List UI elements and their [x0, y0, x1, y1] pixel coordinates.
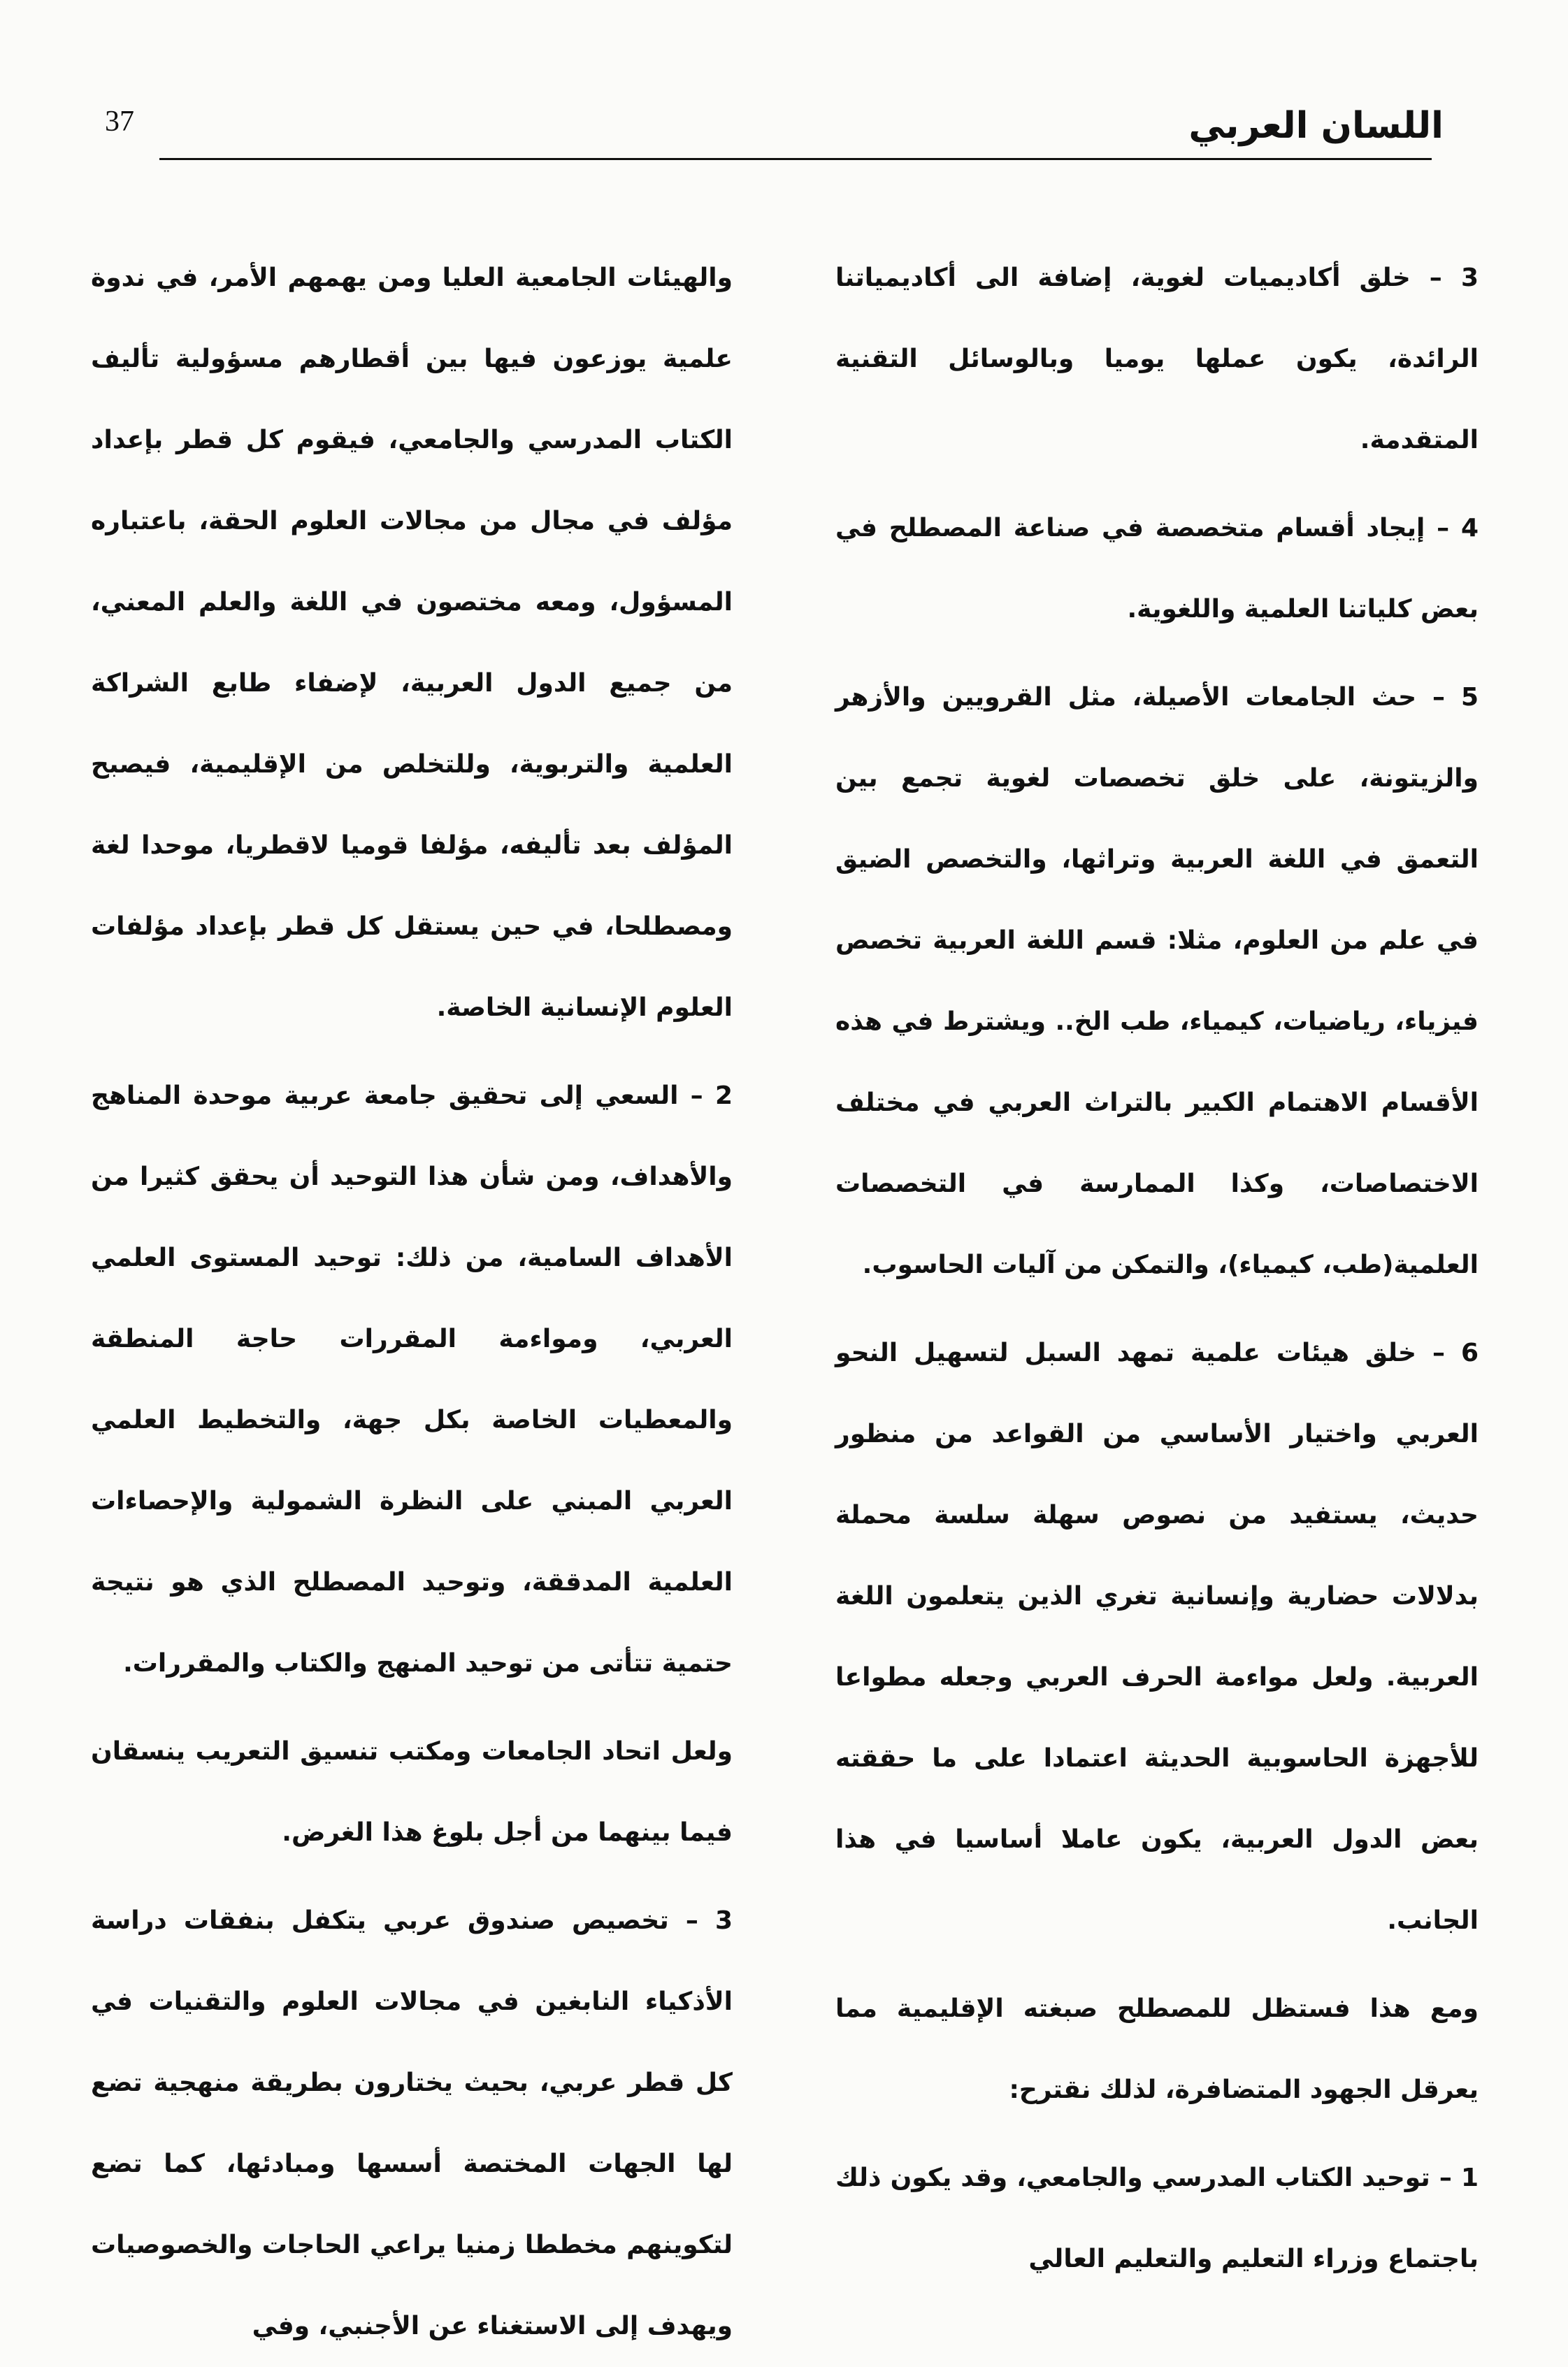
right-column: [835, 238, 1479, 2300]
left-column: [91, 238, 733, 2367]
paragraph: 2 – السعي إلى تحقيق جامعة عربية موحدة المناهج والأهداف، ومن شأن هذا التوحيد أن يحقق كثيرا من الأهداف السامية، من ذلك: توحيد المستوى العلمي العربي، ومواءمة المقررات حاجة المنطقة والمعطيات الخاصة بكل جهة، والتخطيط العلمي العربي المبني على النظرة الشمولية والإحصاءات العلمية المدققة، وتوحيد المصطلح الذي هو نتيجة حتمية تتأتى من توحيد المنهج والكتاب والمقررات.: [91, 1081, 733, 1678]
paragraph: 3 – خلق أكاديميات لغوية، إضافة الى أكاديمياتنا الرائدة، يكون عملها يوميا وبالوسائل التقنية المتقدمة.: [835, 264, 1479, 454]
paragraph: ولعل اتحاد الجامعات ومكتب تنسيق التعريب ينسقان فيما بينهما من أجل بلوغ هذا الغرض.: [91, 1737, 733, 1847]
journal-logo: اللسان العربي: [1188, 105, 1444, 147]
page-number: 37: [105, 106, 134, 138]
paragraph: والهيئات الجامعية العليا ومن يهمهم الأمر، في ندوة علمية يوزعون فيها بين أقطارهم مسؤولية تأليف الكتاب المدرسي والجامعي، فيقوم كل قطر بإعداد مؤلف في مجال من مجالات العلوم الحقة، باعتباره المسؤول، ومعه مختصون في اللغة والعلم المعني، من جميع الدول العربية، لإضفاء طابع الشراكة العلمية والتربوية، وللتخلص من الإقليمية، فيصبح المؤلف بعد تأليفه، مؤلفا قوميا لاقطريا، موحدا لغة ومصطلحا، في حين يستقل كل قطر بإعداد مؤلفات العلوم الإنسانية الخاصة.: [91, 264, 733, 1022]
paragraph: ومع هذا فستظل للمصطلح صبغته الإقليمية مما يعرقل الجهود المتضافرة، لذلك نقترح:: [835, 1994, 1479, 2104]
paragraph: 1 – توحيد الكتاب المدرسي والجامعي، وقد يكون ذلك باجتماع وزراء التعليم والتعليم العالي: [835, 2164, 1479, 2273]
paragraph: 5 – حث الجامعات الأصيلة، مثل القرويين والأزهر والزيتونة، على خلق تخصصات لغوية تجمع بين التعمق في اللغة العربية وتراثها، والتخصص الضيق في علم من العلوم، مثلا: قسم اللغة العربية تخصص فيزياء، رياضيات، كيمياء، طب الخ.. ويشترط في هذه الأقسام الاهتمام الكبير بالتراث العربي في مختلف الاختصاصات، وكذا الممارسة في التخصصات العلمية(طب، كيمياء)، والتمكن من آليات الحاسوب.: [835, 683, 1479, 1279]
paragraph: 4 – إيجاد أقسام متخصصة في صناعة المصطلح في بعض كلياتنا العلمية واللغوية.: [835, 514, 1479, 624]
paragraph: 6 – خلق هيئات علمية تمهد السبل لتسهيل النحو العربي واختيار الأساسي من القواعد من منظور حديث، يستفيد من نصوص سهلة سلسة محملة بدلالات حضارية وإنسانية تغري الذين يتعلمون اللغة العربية. ولعل مواءمة الحرف العربي وجعله مطواعا للأجهزة الحاسوبية الحديثة اعتمادا على ما حققته بعض الدول العربية، يكون عاملا أساسيا في هذا الجانب.: [835, 1339, 1479, 1935]
paragraph: 3 – تخصيص صندوق عربي يتكفل بنفقات دراسة الأذكياء النابغين في مجالات العلوم والتقنيات في كل قطر عربي، بحيث يختارون بطريقة منهجية تضع لها الجهات المختصة أسسها ومبادئها، كما تضع لتكوينهم مخططا زمنيا يراعي الحاجات والخصوصيات ويهدف إلى الاستغناء عن الأجنبي، وفي: [91, 1906, 733, 2340]
header-rule: [159, 158, 1432, 160]
